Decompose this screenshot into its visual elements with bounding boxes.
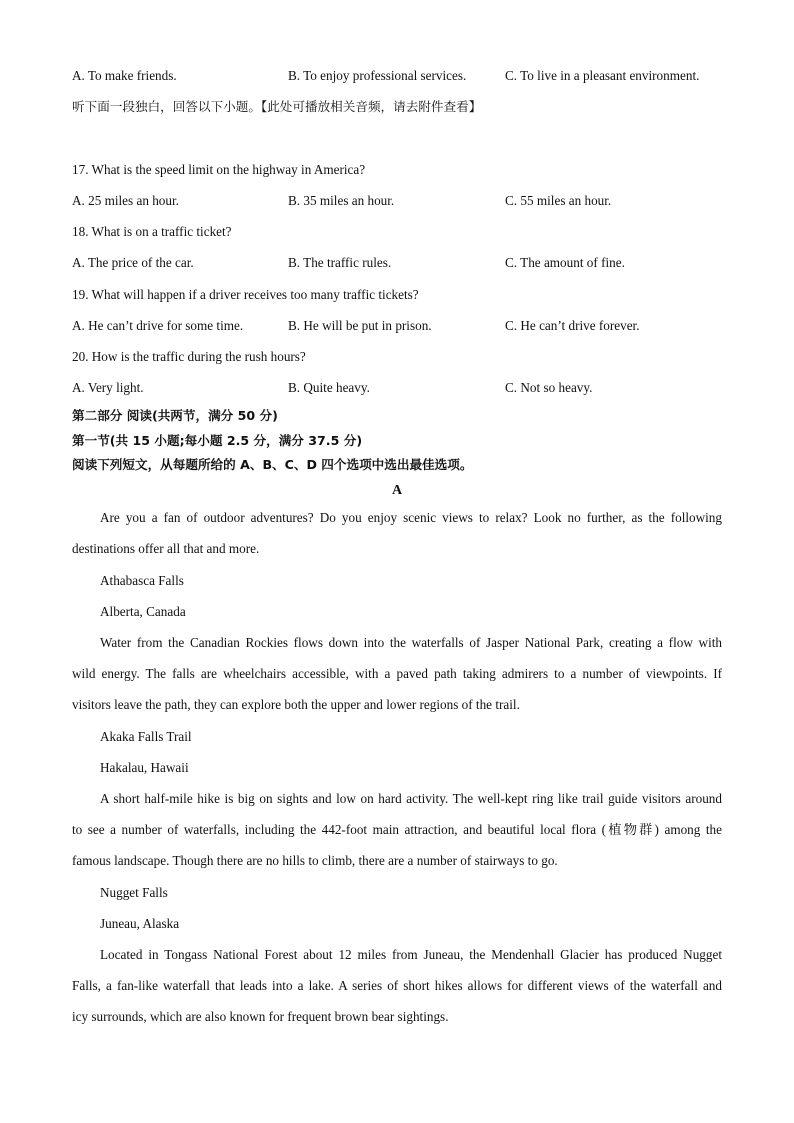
passage-letter: A (391, 483, 403, 498)
question-19-stem: 19. What will happen if a driver receives too many traffic tickets? (72, 287, 419, 302)
destination-text-line: visitors leave the path, they can explore both the upper and lower regions of the trail. (72, 697, 520, 712)
question-18-stem: 18. What is on a traffic ticket? (72, 224, 232, 239)
section1-heading: 第一节(共 15 小题;每小题 2.5 分，满分 37.5 分) (72, 433, 363, 448)
destination-text-line: Falls, a fan-like waterfall that leads into a lake. A series of short hikes allows for different views of the waterfall and (72, 978, 722, 993)
destination-text-line: Located in Tongass National Forest about 12 miles from Juneau, the Mendenhall Glacier has produced Nugget (100, 947, 722, 962)
question-20-option-c: C. Not so heavy. (505, 380, 593, 395)
destination-text-line: famous landscape. Though there are no hills to climb, there are a number of stairways to go. (72, 853, 558, 868)
question-19-option-c: C. He can’t drive forever. (505, 318, 640, 333)
destination-name: Nugget Falls (100, 885, 168, 900)
question-19-option-b: B. He will be put in prison. (288, 318, 432, 333)
q16-option-a: A. To make friends. (72, 68, 177, 83)
question-18-option-c: C. The amount of fine. (505, 255, 625, 270)
question-17-option-a: A. 25 miles an hour. (72, 193, 179, 208)
intro-line-1: Are you a fan of outdoor adventures? Do you enjoy scenic views to relax? Look no further, as the following (100, 510, 722, 525)
q16-option-c: C. To live in a pleasant environment. (505, 68, 700, 83)
destination-text-line: A short half-mile hike is big on sights and low on hard activity. The well-kept ring like trail guide visitors around (100, 791, 722, 806)
question-17-stem: 17. What is the speed limit on the highway in America? (72, 162, 366, 177)
destination-name: Akaka Falls Trail (100, 729, 192, 744)
question-18-option-b: B. The traffic rules. (288, 255, 392, 270)
question-20-stem: 20. How is the traffic during the rush hours? (72, 349, 306, 364)
destination-text-line: Water from the Canadian Rockies flows down into the waterfalls of Jasper National Park, creating a flow with (100, 635, 722, 650)
listening-instruction: 听下面一段独白，回答以下小题。【此处可播放相关音频，请去附件查看】 (72, 99, 482, 114)
question-18-option-a: A. The price of the car. (72, 255, 194, 270)
intro-line-2: destinations offer all that and more. (72, 541, 260, 556)
destination-text-line: to see a number of waterfalls, including the 442-foot main attraction, and beautiful local flora (植物群) among the (72, 822, 722, 837)
destination-location: Juneau, Alaska (100, 916, 180, 931)
question-20-option-a: A. Very light. (72, 380, 144, 395)
q16-option-b: B. To enjoy professional services. (288, 68, 467, 83)
destination-text-line: icy surrounds, which are also known for frequent brown bear sightings. (72, 1009, 449, 1024)
destination-location: Hakalau, Hawaii (100, 760, 189, 775)
reading-instruction: 阅读下列短文，从每题所给的 A、B、C、D 四个选项中选出最佳选项。 (72, 457, 473, 472)
destination-name: Athabasca Falls (100, 573, 184, 588)
question-19-option-a: A. He can’t drive for some time. (72, 318, 244, 333)
destination-location: Alberta, Canada (100, 604, 186, 619)
question-17-option-c: C. 55 miles an hour. (505, 193, 612, 208)
destination-text-line: wild energy. The falls are wheelchairs accessible, with a paved path taking admirers to a number of viewpoints. If (72, 666, 722, 681)
question-17-option-b: B. 35 miles an hour. (288, 193, 395, 208)
question-20-option-b: B. Quite heavy. (288, 380, 370, 395)
part2-heading: 第二部分 阅读(共两节，满分 50 分) (72, 408, 278, 423)
